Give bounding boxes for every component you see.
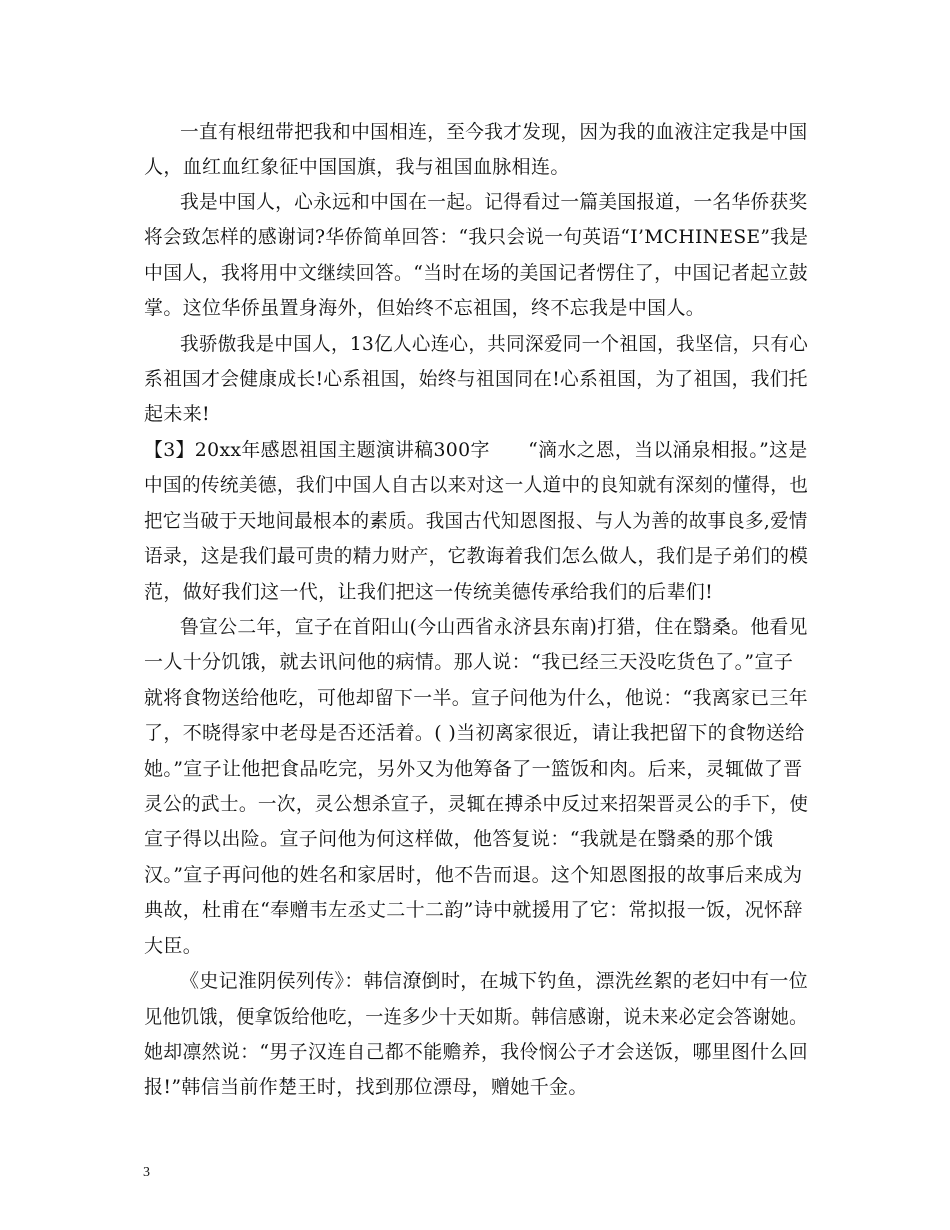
text-line: 我是中国人，心永远和中国在一起。记得看过一篇美国报道，一名华侨获奖 (180, 191, 808, 213)
text-line: 范，做好我们这一代，让我们把这一传统美德传承给我们的后辈们! (144, 581, 714, 603)
text-line: 我骄傲我是中国人，13亿人心连心，共同深爱同一个祖国，我坚信，只有心 (180, 333, 809, 355)
text-line: 掌。这位华侨虽置身海外，但始终不忘祖国，终不忘我是中国人。 (144, 297, 706, 319)
text-line: 她却凛然说：“男子汉连自己都不能赡养，我伶悯公子才会送饭，哪里图什么回 (144, 1041, 808, 1063)
text-line: 《史记淮阴侯列传》：韩信潦倒时，在城下钓鱼，漂洗丝絮的老妇中有一位 (180, 970, 809, 992)
text-line: 【3】20xx年感恩祖国主题演讲稿300字 “滴水之恩，当以涌泉相报。”这是 (144, 439, 808, 461)
text-line: 中国的传统美德，我们中国人自古以来对这一人道中的良知就有深刻的懂得，也 (144, 474, 809, 496)
text-line: 见他饥饿，便拿饭给他吃，一连多少十天如斯。韩信感谢，说未来必定会答谢她。 (144, 1006, 808, 1028)
text-line: 起未来! (144, 403, 211, 425)
text-line: 一人十分饥饿，就去讯问他的病情。那人说：“我已经三天没吃货色了。”宣子 (144, 651, 794, 673)
text-line: 大臣。 (144, 935, 203, 957)
text-line: 她。”宣子让他把食品吃完，另外又为他筹备了一篮饭和肉。后来，灵辄做了晋 (144, 758, 803, 780)
text-line: 灵公的武士。一次，灵公想杀宣子，灵辄在搏杀中反过来招架晋灵公的手下，使 (144, 793, 809, 815)
text-line: 就将食物送给他吃，可他却留下一半。宣子问他为什么，他说：“我离家已三年 (144, 687, 808, 709)
text-line: 报!”韩信当前作楚王时，找到那位漂母，赠她千金。 (144, 1076, 588, 1098)
text-line: 宣子得以出险。宣子问他为何这样做，他答复说：“我就是在翳桑的那个饿 (144, 828, 774, 850)
text-line: 系祖国才会健康成长!心系祖国，始终与祖国同在!心系祖国，为了祖国，我们托 (144, 368, 808, 390)
text-line: 把它当破于天地间最根本的素质。我国古代知恩图报、与人为善的故事良多,爱情 (144, 510, 808, 532)
text-line: 语录，这是我们最可贵的精力财产，它教诲着我们怎么做人，我们是子弟们的模 (144, 545, 809, 567)
text-line: 人，血红血红象征中国国旗，我与祖国血脉相连。 (144, 156, 570, 178)
text-line: 一直有根纽带把我和中国相连，至今我才发现，因为我的血液注定我是中国 (180, 121, 808, 143)
text-line: 将会致怎样的感谢词?华侨简单回答：“我只会说一句英语“I’MCHINESE”我是 (144, 226, 809, 248)
text-line: 中国人，我将用中文继续回答。“当时在场的美国记者愣住了，中国记者起立鼓 (144, 262, 808, 284)
text-line: 典故，杜甫在“奉赠韦左丞丈二十二韵”诗中就援用了它：常拟报一饭，况怀辞 (144, 899, 803, 921)
text-line: 了，不晓得家中老母是否还活着。( )当初离家很近，请让我把留下的食物送给 (144, 722, 805, 744)
page-number: 3 (143, 1165, 150, 1180)
text-line: 鲁宣公二年，宣子在首阳山(今山西省永济县东南)打猎，住在翳桑。他看见 (180, 616, 808, 638)
text-line: 汉。”宣子再问他的姓名和家居时，他不告而退。这个知恩图报的故事后来成为 (144, 864, 803, 886)
